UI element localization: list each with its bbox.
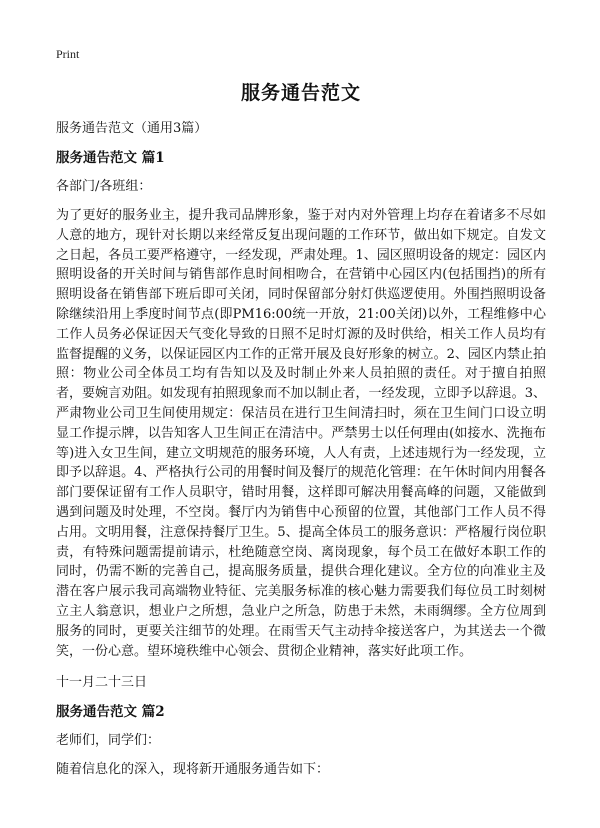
print-label[interactable]: Print [56, 47, 80, 61]
section-2-heading: 服务通告范文 篇2 [56, 704, 165, 721]
section-1-date: 十一月二十三日 [56, 675, 148, 691]
document-page [56, 78, 546, 789]
section-1-heading: 服务通告范文 篇1 [56, 150, 165, 166]
section-1-greeting: 各部门/各班组： [56, 179, 152, 194]
document-title: 服务通告范文 [240, 82, 361, 104]
section-2-greeting: 老师们，同学们： [56, 733, 161, 749]
section-2-body: 随着信息化的深入，现将新开通服务通告如下： [56, 762, 330, 778]
document-subtitle: 服务通告范文（通用3篇） [56, 121, 208, 136]
section-1-body: 为了更好的服务业主，提升我司品牌形象，鉴于对内对外管理上均存在着诸多不尽如人意的地方，现针对长期以来经常反复出现问题的工作环节，做出如下规定。自发文之日起，各员工要严格遵守，一经发现，严肃处理。1、园区照明设备的规定：园区内照明设备的开关时间与销售部作息时间相吻合，在营销中心园区内(包括围挡)的所有照明设备在销售部下班后即可关闭，同时保留部分射灯供巡逻使用。外围挡照明设备除继续沿用上季度时间节点(即PM16:00统一开放，21:00关闭)以外，工程维修中心工作人员务必保证因天气变化导致的日照不足时灯源的及时供给，相关工作人员均有监督提醒的义务，以保证园区内工作的正常开展及良好形象的树立。2、园区内禁止拍照：物业公司全体员工均有告知以及及时制止外来人员拍照的责任。对于擅自拍照者，要婉言劝阻。如发现有拍照现象而不加以制止者，一经发现，立即予以辞退。3、严肃物业公司卫生间使用规定：保洁员在进行卫生间清扫时，须在卫生间门口设立明显工作提示牌，以告知客人卫生间正在清洁中。严禁男士以任何理由(如接水、洗拖布等)进入女卫生间，建立文明规范的服务环境，人人有责，上述违规行为一经发现，立即予以辞退。4、严格执行公司的用餐时间及餐厅的规范化管理：在午休时间内用餐各部门要保证留有工作人员职守，错时用餐，这样即可解决用餐高峰的问题，又能做到遇到问题及时处理，不空岗。餐厅内为销售中心预留的位置，其他部门工作人员不得占用。文明用餐，注意保持餐厅卫生。5、提高全体员工的服务意识：严格履行岗位职责，有特殊问题需提前请示，杜绝随意空岗、离岗现象，每个员工在做好本职工作的同时，仍需不断的完善自己，提高服务质量，提供合理化建议。全方位的向准业主及潜在客户展示我司高端物业特征、完美服务标准的核心魅力需要我们每位员工时刻树立主人翁意识，想业户之所想，急业户之所急，防患于未然，未雨绸缪。全方位周到服务的同时，更要关注细节的处理。在雨雪天气主动持伞接送客户，为其送去一个微笑，一份心意。望环境秩维中心领会、贯彻企业精神，落实好此项工作。 [56, 208, 546, 659]
